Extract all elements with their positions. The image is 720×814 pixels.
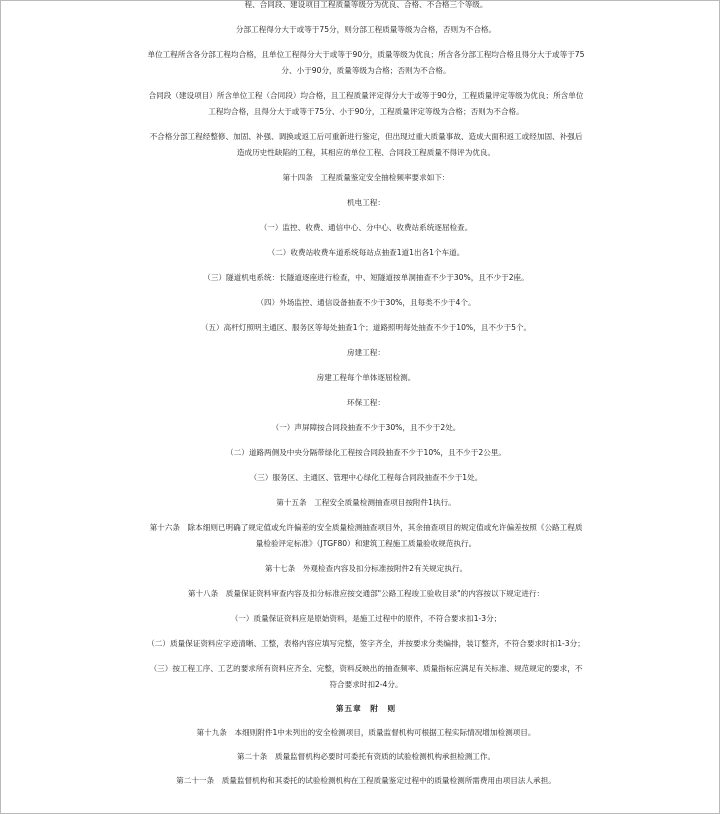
- text-line: 符合要求时扣2-4分。: [329, 680, 403, 689]
- section-label-environmental: 环保工程：: [347, 398, 385, 407]
- article-17: 第十七条 外观检查内容及扣分标准按附件2有关规定执行。: [264, 564, 468, 573]
- text-line: 不合格分部工程经整修、加固、补强、调换或返工后可重新进行鉴定，但出现过重大质量事故、造成大面积返工或经加固、补强后: [149, 132, 583, 141]
- article-19: 第十九条 本细则附件1中未列出的安全检测项目，质量监督机构可根据工程实际情况增加检测项目。: [196, 728, 536, 737]
- list-item: （三）服务区、主通区、管理中心绿化工程每合同段抽查不少于1处。: [249, 473, 483, 482]
- document-body: [121, 0, 611, 789]
- list-item: （五）高杆灯照明主通区、服务区等每处抽查1个；道路照明每处抽查不少于10%，且不少于5个。: [200, 323, 532, 332]
- text-line: 造成历史性缺陷的工程，其相应的单位工程、合同段工程质量不得评为优良。: [236, 148, 496, 157]
- text-line: 程、合同段、建设项目工程质量等级分为优良、合格、不合格三个等级。: [244, 0, 488, 9]
- list-item: （一）声屏障按合同段抽查不少于30%，且不少于2处。: [271, 423, 461, 432]
- list-item: （二）道路两侧及中央分隔带绿化工程按合同段抽查不少于10%，且不少于2公里。: [226, 448, 506, 457]
- article-20: 第二十条 质量监督机构必要时可委托有资质的试验检测机构承担检测工作。: [236, 752, 496, 761]
- list-item: （三）按工程工序、工艺的要求所有资料应齐全、完整，资料反映出的抽查频率、质量指标应满足有关标准、规范规定的要求，不: [149, 664, 583, 673]
- list-item: （一）监控、收费、通信中心、分中心、收费站系统逐屈检查。: [259, 223, 473, 232]
- text-line: 分、小于90分，质量等级为合格；否则为不合格。: [281, 66, 451, 75]
- article-14-heading: 第十四条 工程质量鉴定安全抽检频率要求如下：: [282, 173, 450, 182]
- article-15: 第十五条 工程安全质量检测抽查项目按附件1执行。: [276, 498, 456, 507]
- text-line: 合同段（建设项目）所含单位工程（合同段）均合格，且工程质量评定得分大于或等于90分，工程质量评定等级为优良；所含单位: [148, 91, 584, 100]
- list-item: （二）收费站收费车道系统每站点抽查1道1出各1个车道。: [267, 248, 465, 257]
- section-label-electromechanical: 机电工程：: [347, 198, 385, 207]
- text-line: 量检验评定标准》（JTGF80）和建筑工程施工质量验收规范执行。: [255, 539, 477, 548]
- article-18: 第十八条 质量保证资料审查内容及扣分标准应按交通部"公路工程竣工验收目录"的内容按以下规定进行：: [187, 589, 545, 598]
- chapter-5-heading: 第五章 附 则: [335, 704, 397, 713]
- section-label-building: 房建工程：: [347, 348, 385, 357]
- text-line: 单位工程所含各分部工程均合格，且单位工程得分大于或等于90分，质量等级为优良；所含各分部工程均合格且得分大于或等于75: [147, 50, 585, 59]
- text-line: 房建工程每个单体逐屈检测。: [316, 373, 416, 382]
- article-21: 第二十一条 质量监督机构和其委托的试验检测机构在工程质量鉴定过程中的质量检测所需费用由项目法人承担。: [176, 776, 556, 785]
- list-item: （四）外场监控、通信设备抽查不少于30%，且每类不少于4个。: [256, 298, 476, 307]
- list-item: （一）质量保证资料应是原始资料，是施工过程中的原件，不符合要求扣1-3分；: [230, 614, 502, 623]
- list-item: （二）质量保证资料应字迹清晰、工整，表格内容应填写完整，签字齐全，并按要求分类编排，装订整齐，不符合要求时扣1-3分；: [147, 639, 585, 648]
- list-item: （三）隧道机电系统：长隧道逐座进行检查，中、短隧道按单洞抽查不少于30%，且不少于2座。: [203, 273, 529, 282]
- text-line: 分部工程得分大于或等于75分，则分部工程质量等级为合格，否则为不合格。: [235, 25, 497, 34]
- text-line: 工程均合格，且得分大于或等于75分、小于90分，工程质量评定等级为合格；否则为不合格。: [208, 107, 524, 116]
- article-16: 第十六条 除本细则已明确了规定值或允许偏差的安全质量检测抽查项目外，其余抽查项目的规定值或允许偏差按照《公路工程质: [149, 523, 583, 532]
